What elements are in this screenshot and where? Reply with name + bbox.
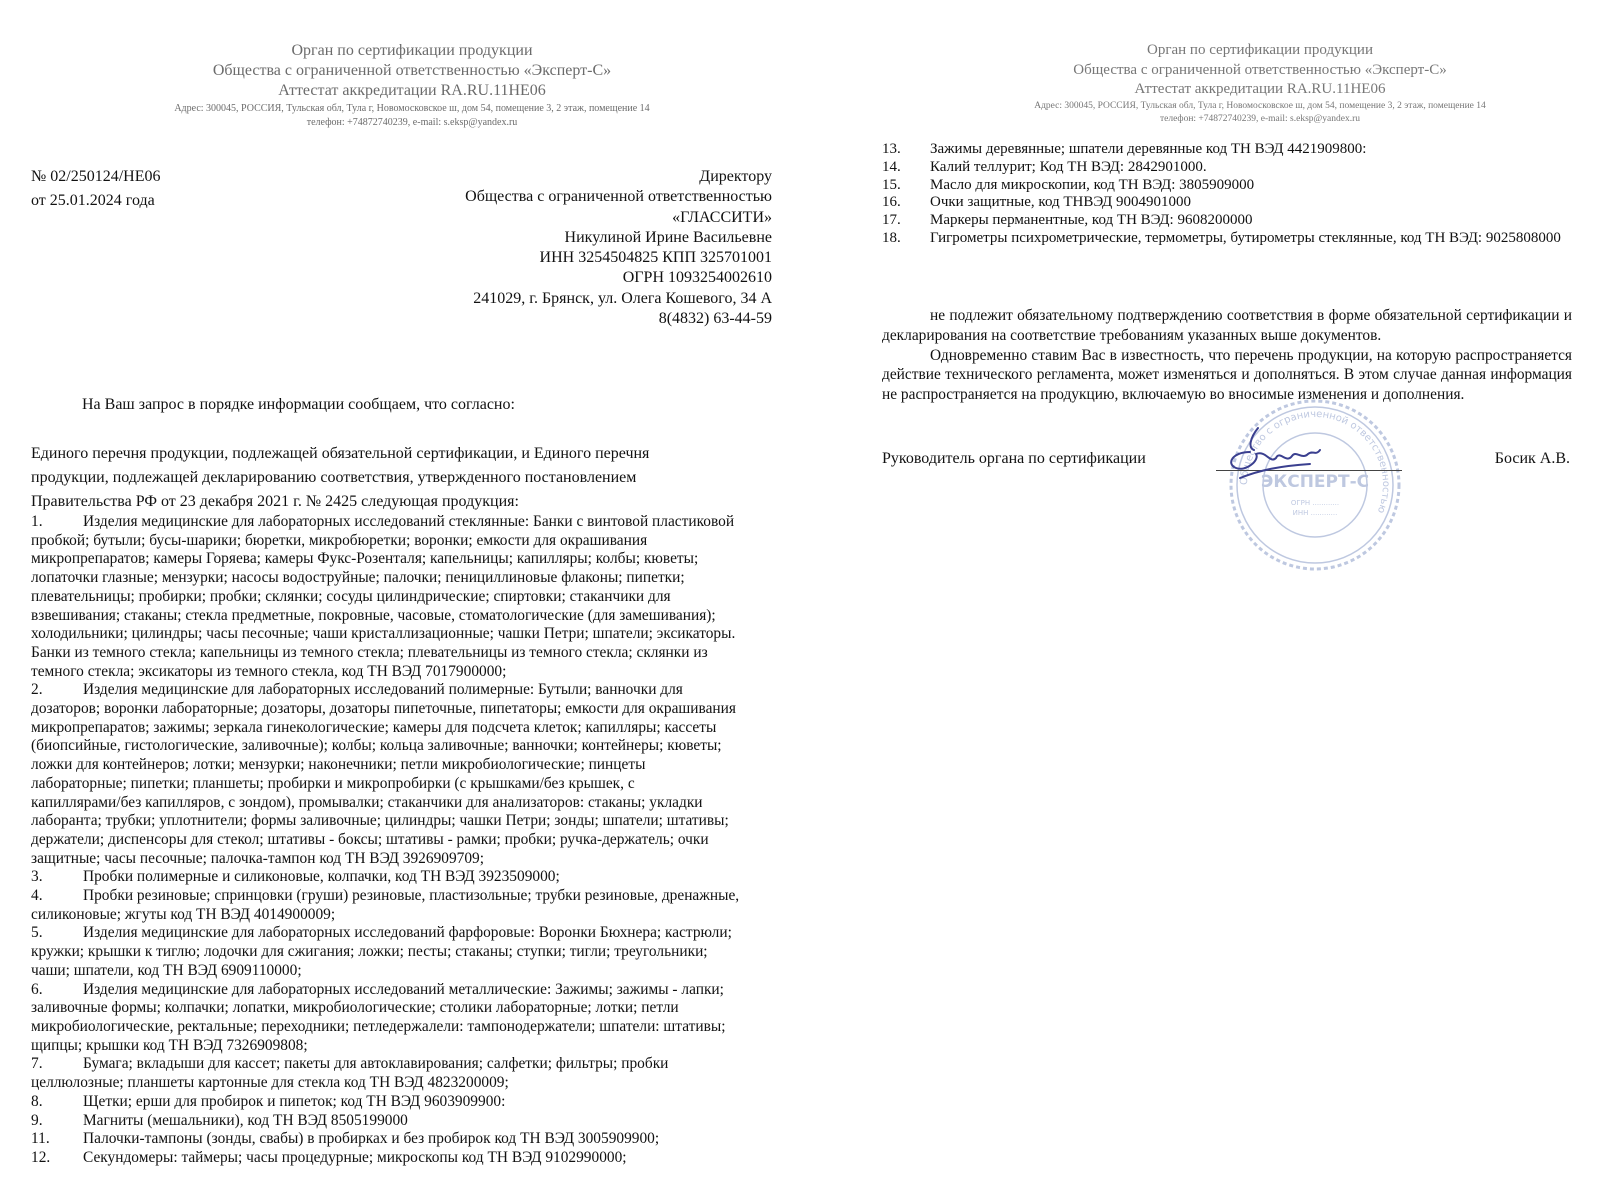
list-item-text: микропрепаратов; зажимы; зеркала гинекологические; камеры для подсчета клеток; капилляры; кассеты [31, 718, 717, 736]
letterhead-address: Адрес: 300045, РОССИЯ, Тульская обл, Тула г, Новомосковское ш, дом 54, помещение 3, 2 этаж, помещение 14 [174, 103, 650, 114]
list-item [882, 212, 1561, 230]
conclusion-text [882, 306, 1572, 405]
list-item-line [31, 532, 739, 551]
list-item-line [31, 607, 739, 626]
list-item-text: Банки из темного стекла; капельницы из темного стекла; плевательницы из темного стекла; склянки из [31, 643, 708, 661]
list-item-line [31, 850, 739, 869]
list-item [31, 1130, 739, 1149]
list-item-text: Зажимы деревянные; шпатели деревянные код ТН ВЭД 4421909800: [930, 141, 1367, 157]
list-item-text: Гигрометры психрометрические, термометры, бутирометры стеклянные, код ТН ВЭД: 9025808000 [930, 229, 1561, 246]
list-item-text: лаборанта; трубки; уплотнители; формы заливочные; цилиндры; чашки Петри; зонды; шпатели; штативы; [31, 812, 729, 830]
list-item-text: Магниты (мешальники), код ТН ВЭД 8505199000 [83, 1111, 408, 1129]
list-item-text: Секундомеры: таймеры; часы процедурные; микроскопы код ТН ВЭД 9102990000; [83, 1148, 627, 1166]
recipient-line: ИНН 3254504825 КПП 325701001 [539, 249, 772, 267]
letterhead-accreditation: Аттестат аккредитации RA.RU.11НЕ06 [278, 82, 546, 99]
svg-text:ОГРН ............: ОГРН ............ [1290, 499, 1340, 507]
list-item-text: Изделия медицинские для лабораторных исследований стеклянные: Банки с винтовой пластиковой [83, 513, 735, 530]
list-item-text: лопаточки глазные; мензурки; насосы водоструйные; палочки; пенициллиновые флаконы; пипетки; [31, 569, 685, 587]
list-item-number: 14. [882, 158, 901, 175]
list-item-number: 5. [31, 924, 43, 942]
list-item-number: 15. [882, 176, 901, 193]
basis-line: Единого перечня продукции, подлежащей обязательной сертификации, и Единого перечня [31, 445, 650, 462]
list-item-line [31, 644, 739, 663]
list-item-line [31, 569, 739, 588]
signatory-name: Босик А.В. [1494, 450, 1570, 467]
list-item-text: кружки; крышки к тиглю; лодочки для сжигания; ложки; песты; стаканы; ступки; тигли; треугольники; [31, 943, 708, 961]
list-item-line [31, 625, 739, 644]
list-item-line [31, 1037, 739, 1056]
product-list-right [882, 141, 1561, 248]
list-item [31, 924, 739, 980]
svg-text:ЭКСПЕРТ-С: ЭКСПЕРТ-С [1260, 472, 1370, 492]
list-item-text: микропрепаратов; камеры Горяева; камеры Фукс-Розенталя; капельницы; капилляры; колбы; кюветы; [31, 550, 699, 568]
left-letterhead [32, 41, 792, 130]
list-item-text: микробиологические, ректальные; переходники; петледержалели: тампонодержатели; шпатели: штативы; [31, 1017, 726, 1035]
list-item-line [31, 906, 739, 925]
list-item-line [31, 981, 739, 1000]
list-item-line [31, 1093, 739, 1112]
letterhead-org-title: Орган по сертификации продукции [291, 42, 533, 59]
list-item-text: силиконовые; жгуты код ТН ВЭД 4014900009; [31, 905, 336, 923]
list-item-line [31, 663, 739, 682]
right-letterhead [880, 41, 1600, 126]
list-item-text: дозаторов; воронки лабораторные; дозаторы, дозаторы пипеточные, пипетаторы; емкости для окрашивания [31, 700, 736, 718]
list-item-number: 9. [31, 1111, 43, 1129]
list-item-text: чаши; шпатели, код ТН ВЭД 6909110000; [31, 961, 302, 979]
list-item-line [31, 588, 739, 607]
list-item [31, 1149, 739, 1168]
conclusion-paragraph-2: Одновременно ставим Вас в известность, что перечень продукции, на которую распространяется действие технического регламента, может изменяться и дополняться. В этом случае данная информация не распространяется на продукцию, включаемую во вносимые изменения и дополнения. [882, 346, 1572, 404]
letterhead-accreditation: Аттестат аккредитации RA.RU.11НЕ06 [1134, 81, 1386, 97]
list-item-text: ложки для контейнеров; лотки; мензурки; наконечники; петли микробиологические; пинцеты [31, 756, 646, 774]
list-item-line [31, 962, 739, 981]
list-item [882, 194, 1561, 212]
list-item-text: заливочные формы; колпачки; лопатки, микробиологические; столики лабораторные; лотки; петли [31, 999, 679, 1017]
list-item-line [31, 1130, 739, 1149]
list-item-number: 18. [882, 229, 901, 246]
list-item-number: 11. [31, 1130, 50, 1148]
basis-line: Правительства РФ от 23 декабря 2021 г. № 2425 следующая продукция: [31, 493, 519, 511]
list-item-text: Маркеры перманентные, код ТН ВЭД: 9608200000 [930, 212, 1253, 229]
list-item-text: Изделия медицинские для лабораторных исследований полимерные: Бутыли; ванночки для [83, 681, 683, 699]
list-item-text: Пробки полимерные и силиконовые, колпачки, код ТН ВЭД 3923509000; [83, 868, 560, 886]
list-item-text: лабораторные; пипетки; планшеты; пробирки и микропробирки (с крышками/без крышек, с [31, 774, 635, 792]
letterhead-address: Адрес: 300045, РОССИЯ, Тульская обл, Тула г, Новомосковское ш, дом 54, помещение 3, 2 этаж, помещение 14 [1034, 100, 1486, 111]
list-item-text: щипцы; крышки код ТН ВЭД 7326909808; [31, 1036, 308, 1054]
list-item-number: 6. [31, 980, 43, 998]
list-item-text: Калий теллурит; Код ТН ВЭД: 2842901000. [930, 158, 1207, 175]
list-item-text: Очки защитные, код ТНВЭД 9004901000 [930, 194, 1192, 211]
list-item [31, 513, 739, 681]
list-item-number: 4. [31, 887, 43, 905]
list-item-text: темного стекла; эксикаторы из темного стекла, код ТН ВЭД 7017900000; [31, 662, 507, 680]
recipient-line: «ГЛАССИТИ» [672, 208, 772, 226]
list-item-text: Щетки; ерши для пробирок и пипеток; код ТН ВЭД 9603909900: [83, 1092, 506, 1110]
list-item-line [31, 812, 739, 831]
list-item-line [31, 887, 739, 906]
list-item-line [31, 999, 739, 1018]
recipient-line: 8(4832) 63-44-59 [658, 310, 772, 328]
list-item-text: Палочки-тампоны (зонды, свабы) в пробирках и без пробирок код ТН ВЭД 3005909900; [83, 1130, 660, 1148]
list-item [882, 159, 1561, 177]
letter-number: № 02/250124/НЕ06 [31, 168, 161, 185]
recipient-line: 241029, г. Брянск, ул. Олега Кошевого, 34 А [473, 289, 772, 307]
list-item [31, 887, 739, 924]
list-item-line [31, 550, 739, 569]
letterhead-contacts: телефон: +74872740239, e-mail: s.eksp@yandex.ru [306, 117, 518, 128]
list-item-line [31, 719, 739, 738]
list-item-text: капиллярами/без капилляров, с зондом), промывалки; стаканчики для анализаторов: стаканы; укладки [31, 793, 703, 811]
list-item-line [31, 737, 739, 756]
list-item-text: холодильники; цилиндры; часы песочные; чаши кристаллизационные; чашки Петри; шпатели; эксикаторы. [31, 625, 736, 643]
list-item-number: 7. [31, 1055, 43, 1073]
list-item-number: 3. [31, 868, 43, 886]
recipient-block [465, 167, 772, 329]
letter-date: от 25.01.2024 года [31, 192, 155, 209]
list-item [31, 868, 739, 887]
intro-text: На Ваш запрос в порядке информации сообщаем, что согласно: [82, 396, 515, 413]
recipient-line: Директору [699, 168, 772, 185]
basis-line: продукции, подлежащей декларированию соответствия, утвержденного постановлением [31, 469, 637, 487]
list-item-number: 13. [882, 141, 901, 157]
list-item-number: 12. [31, 1148, 51, 1166]
list-item-number: 17. [882, 212, 901, 229]
letterhead-org-title: Орган по сертификации продукции [1147, 42, 1373, 58]
list-item-number: 2. [31, 681, 43, 699]
list-item-text: держатели; диспенсоры для стекол; штативы - боксы; штативы - рамки; пробки; ручка-держатель; очки [31, 830, 709, 848]
letterhead-org-name: Общества с ограниченной ответственностью «Эксперт-С» [212, 62, 612, 79]
letterhead-org-name: Общества с ограниченной ответственностью «Эксперт-С» [1073, 61, 1447, 78]
list-item-line [31, 943, 739, 962]
list-item-text: (биопсийные, гистологические, заливочные); колбы; кольца заливочные; ванночки; контейнеры; кюветы; [31, 737, 722, 755]
handwritten-signature [1220, 420, 1330, 490]
list-item-text: защитные; часы песочные; палочка-тампон код ТН ВЭД 3926909709; [31, 849, 485, 867]
svg-text:Общество с ограниченной ответс: Общество с ограниченной ответственностью [1238, 408, 1392, 515]
list-item-text: целлюлозные; планшеты картонные для стекла код ТН ВЭД 4823200009; [31, 1074, 509, 1092]
list-item-text: Изделия медицинские для лабораторных исследований фарфоровые: Воронки Бюхнера; кастрюли; [83, 924, 732, 942]
list-item [31, 1112, 739, 1131]
list-item-text: плевательницы; пробирки; пробки; склянки; сосуды цилиндрические; спиртовки; стаканчики для [31, 587, 671, 605]
list-item-line [31, 700, 739, 719]
list-item-line [31, 794, 739, 813]
list-item-text: взвешивания; стаканы; стекла предметные, покровные, часовые, стоматологические (для замешивания); [31, 606, 716, 624]
product-list-left [31, 513, 739, 1168]
list-item-line [31, 681, 739, 700]
list-item [31, 1093, 739, 1112]
letterhead-contacts: телефон: +74872740239, e-mail: s.eksp@yandex.ru [1159, 113, 1361, 124]
list-item-text: Масло для микроскопии, код ТН ВЭД: 3805909000 [930, 176, 1255, 193]
list-item-line [31, 1149, 739, 1168]
list-item-text: Изделия медицинские для лабораторных исследований металлические: Зажимы; зажимы - лапки; [83, 980, 724, 998]
list-item-line [31, 775, 739, 794]
list-item-line [31, 513, 739, 532]
recipient-line: Никулиной Ирине Васильевне [564, 228, 772, 246]
list-item-line [31, 1112, 739, 1131]
list-item-text: Пробки резиновые; спринцовки (груши) резиновые, пластизольные; трубки резиновые, дренажные, [83, 887, 740, 905]
list-item-line [31, 1074, 739, 1093]
list-item-text: Бумага; вкладыши для кассет; пакеты для автоклавирования; салфетки; фильтры; пробки [83, 1055, 669, 1073]
list-item-line [31, 868, 739, 887]
signatory-position: Руководитель органа по сертификации [882, 450, 1146, 467]
basis-text [31, 442, 649, 515]
list-item-line [31, 756, 739, 775]
list-item [882, 141, 1561, 159]
list-item-line [31, 1018, 739, 1037]
svg-text:ИНН ............: ИНН ............ [1292, 509, 1338, 517]
list-item [882, 177, 1561, 195]
conclusion-paragraph-1: не подлежит обязательному подтверждению соответствия в форме обязательной сертификации и декларирования на соответствие требованиям указанных выше документов. [882, 307, 1572, 344]
list-item-line [31, 1055, 739, 1074]
list-item [31, 981, 739, 1056]
list-item-number: 8. [31, 1092, 43, 1110]
list-item-number: 1. [31, 513, 43, 530]
list-item-line [31, 924, 739, 943]
list-item [31, 1055, 739, 1092]
list-item [882, 230, 1561, 248]
list-item-text: пробкой; бутыли; бусы-шарики; бюретки, микробюретки; воронки; емкости для окрашивания [31, 531, 648, 549]
list-item-number: 16. [882, 194, 901, 211]
recipient-line: ОГРН 1093254002610 [622, 269, 772, 287]
recipient-line: Общества с ограниченной ответственностью [465, 188, 772, 206]
list-item-line [31, 831, 739, 850]
list-item [31, 681, 739, 868]
